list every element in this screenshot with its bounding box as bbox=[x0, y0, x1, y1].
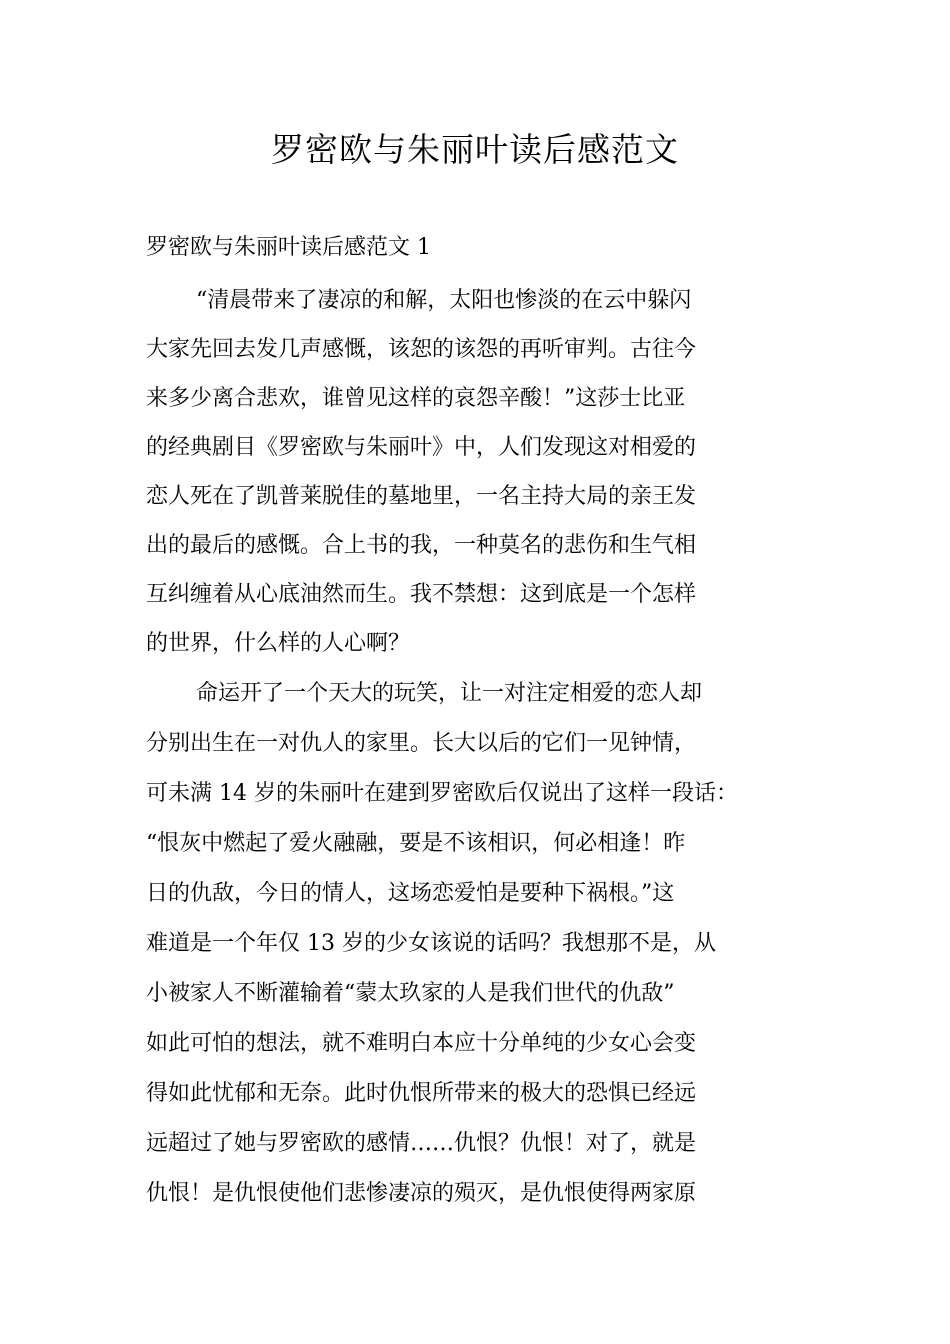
paragraph-line: 恋人死在了凯普莱脱佳的墓地里，一名主持大局的亲王发 bbox=[146, 484, 697, 509]
paragraph-line: 小被家人不断灌输着“蒙太玖家的人是我们世代的仇敌” bbox=[146, 981, 675, 1006]
paragraph-line: 出的最后的感慨。合上书的我，一种莫名的悲伤和生气相 bbox=[146, 533, 697, 558]
paragraph-line: “清晨带来了凄凉的和解，太阳也惨淡的在云中躲闪 bbox=[196, 288, 692, 313]
paragraph-line: 可未满 14 岁的朱丽叶在建到罗密欧后仅说出了这样一段话： bbox=[146, 781, 738, 806]
paragraph-line: 的经典剧目《罗密欧与朱丽叶》中，人们发现这对相爱的 bbox=[146, 435, 697, 460]
paragraph-line: “恨灰中燃起了爱火融融，要是不该相识，何必相逢！昨 bbox=[146, 831, 686, 856]
paragraph-line: 互纠缠着从心底油然而生。我不禁想：这到底是一个怎样 bbox=[146, 582, 697, 607]
paragraph-line: 命运开了一个天大的玩笑，让一对注定相爱的恋人却 bbox=[196, 681, 703, 706]
paragraph-line: 得如此忧郁和无奈。此时仇恨所带来的极大的恐惧已经远 bbox=[146, 1081, 697, 1106]
paragraph-line: 来多少离合悲欢，谁曾见这样的哀怨辛酸！”这莎士比亚 bbox=[146, 386, 686, 411]
paragraph-line: 大家先回去发几声感慨，该恕的该怨的再听审判。古往今 bbox=[146, 337, 697, 362]
section-heading: 罗密欧与朱丽叶读后感范文 1 bbox=[146, 235, 431, 260]
paragraph-line: 仇恨！是仇恨使他们悲惨凄凉的殒灭，是仇恨使得两家原 bbox=[146, 1181, 697, 1206]
document-title: 罗密欧与朱丽叶读后感范文 bbox=[271, 130, 679, 169]
paragraph-line: 远超过了她与罗密欧的感情……仇恨？仇恨！对了，就是 bbox=[146, 1131, 697, 1156]
paragraph-line: 难道是一个年仅 13 岁的少女该说的话吗？我想那不是，从 bbox=[146, 931, 716, 956]
paragraph-line: 日的仇敌，今日的情人，这场恋爱怕是要种下祸根。”这 bbox=[146, 881, 675, 906]
paragraph-line: 的世界，什么样的人心啊？ bbox=[146, 631, 411, 656]
paragraph-line: 分别出生在一对仇人的家里。长大以后的它们一见钟情， bbox=[146, 731, 697, 756]
paragraph-line: 如此可怕的想法，就不难明白本应十分单纯的少女心会变 bbox=[146, 1031, 697, 1056]
